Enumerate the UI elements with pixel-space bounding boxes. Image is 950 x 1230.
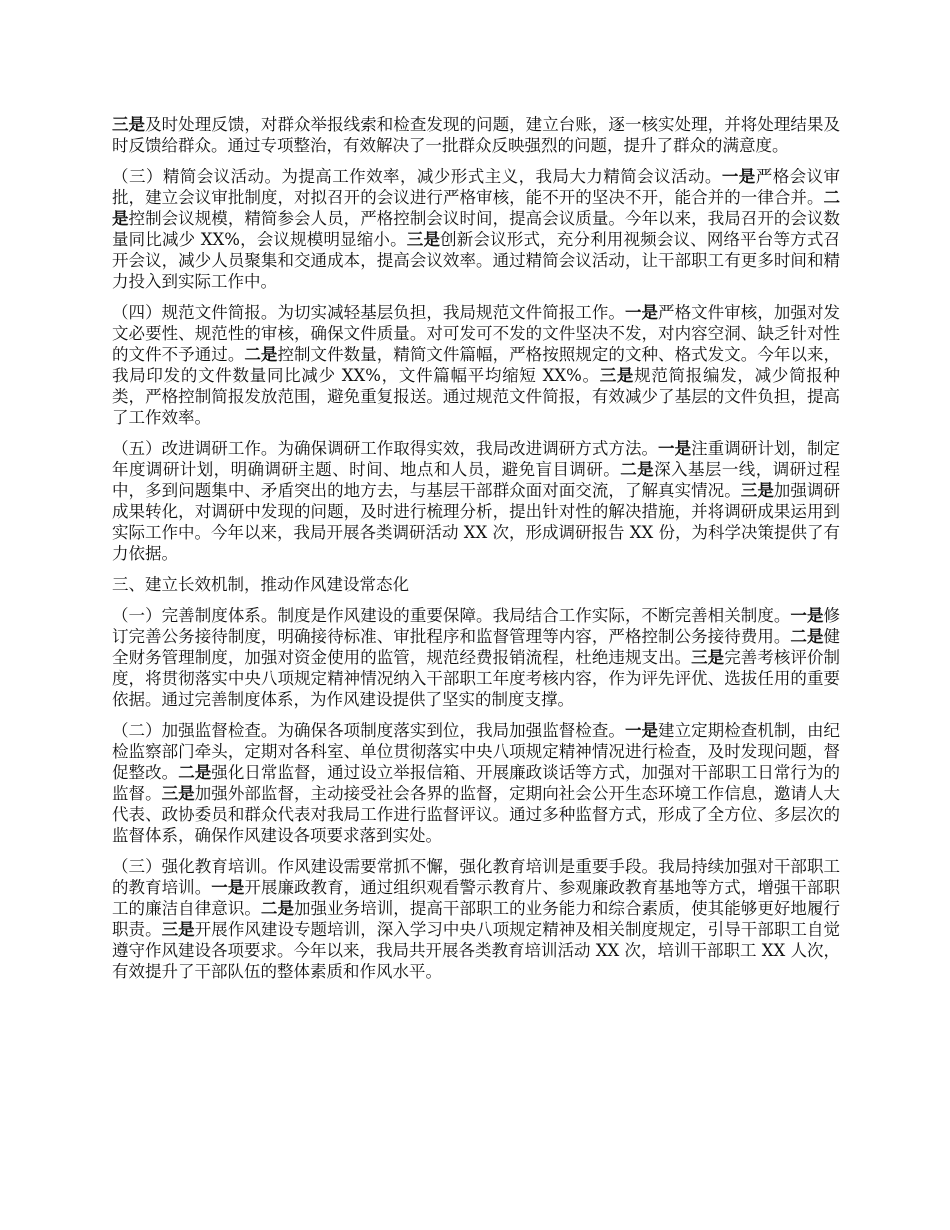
paragraph-text: 控制文件数量，精简文件篇幅，严格按照规定的文种、格式发文。今年以来，我局印发的文件数量同比减少 XX%，文件篇幅平均缩短 XX%。 — [112, 345, 841, 385]
bold-lead-phrase: 三是 — [112, 115, 146, 134]
body-paragraph — [112, 166, 840, 292]
body-paragraph — [112, 114, 840, 156]
bold-lead-phrase: 二是 — [244, 345, 278, 364]
bold-lead-phrase: 一是 — [624, 721, 659, 740]
bold-lead-phrase: 二是 — [790, 627, 824, 646]
paragraph-text: 完善考核评价制度，将贯彻落实中央八项规定精神情况纳入干部职工年度考核内容，作为评先评优、选拔任用的重要依据。通过完善制度体系，为作风建设提供了坚实的制度支撑。 — [112, 648, 841, 709]
body-paragraph — [112, 605, 840, 710]
bold-lead-phrase: 一是 — [658, 439, 692, 458]
paragraph-text: 注重调研计划，制定年度调研计划，明确调研主题、时间、地点和人员，避免盲目调研。 — [112, 439, 841, 479]
paragraph-text: 强化日常监督，通过设立举报信箱、开展廉政谈话等方式，加强对干部职工日常行为的监督。 — [112, 763, 841, 803]
paragraph-text: （五）改进调研工作。为确保调研工作取得实效，我局改进调研方式方法。 — [112, 439, 659, 458]
paragraph-text: （一）完善制度体系。制度是作风建设的重要保障。我局结合工作实际，不断完善相关制度。 — [112, 606, 791, 625]
paragraph-text: 深入基层一线，调研过程中，多到问题集中、矛盾突出的地方去，与基层干部群众面对面交流，了解真实情况。 — [112, 460, 841, 500]
body-paragraph — [112, 302, 840, 428]
paragraph-text: 三、建立长效机制，推动作风建设常态化 — [112, 575, 409, 594]
bold-lead-phrase: 三是 — [740, 481, 774, 500]
paragraph-text: 建立定期检查机制，由纪检监察部门牵头，定期对各科室、单位贯彻落实中央八项规定精神情况进行检查，及时发现问题，督促整改。 — [112, 721, 841, 782]
bold-lead-phrase: 三是 — [599, 366, 635, 385]
document-page — [112, 114, 840, 992]
bold-lead-phrase: 一是 — [624, 303, 659, 322]
paragraph-text: （二）加强监督检查。为确保各项制度落实到位，我局加强监督检查。 — [112, 721, 625, 740]
bold-lead-phrase: 二是 — [178, 763, 212, 782]
section-heading — [112, 574, 840, 595]
paragraph-text: （四）规范文件简报。为切实减轻基层负担，我局规范文件简报工作。 — [112, 303, 625, 322]
bold-lead-phrase: 三是 — [406, 230, 441, 249]
paragraph-text: 健全财务管理制度，加强对资金使用的监管，规范经费报销流程，杜绝违规支出。 — [112, 627, 841, 667]
paragraph-text: （三）强化教育培训。作风建设需要常抓不懈，强化教育培训是重要手段。我局持续加强对干部职工的教育培训。 — [112, 857, 840, 897]
paragraph-text: 加强业务培训，提高干部职工的业务能力和综合素质，使其能够更好地履行职责。 — [112, 899, 841, 939]
paragraph-text: 控制会议规模，精简参会人员，严格控制会议时间，提高会议质量。今年以来，我局召开的会议数量同比减少 XX%，会议规模明显缩小。 — [112, 209, 841, 249]
paragraph-text: 加强外部监督，主动接受社会各界的监督，定期向社会公开生态环境工作信息，邀请人大代表、政协委员和群众代表对我局工作进行监督评议。通过多种监督方式，形成了全方位、多层次的监督体系，确保作风建设各项要求落到实处。 — [112, 784, 841, 845]
bold-lead-phrase: 一是 — [790, 606, 824, 625]
paragraph-text: （三）精简会议活动。为提高工作效率，减少形式主义，我局大力精简会议活动。 — [112, 167, 722, 186]
body-paragraph — [112, 720, 840, 846]
bold-lead-phrase: 二是 — [112, 188, 840, 228]
bold-lead-phrase: 三是 — [161, 784, 195, 803]
bold-lead-phrase: 一是 — [721, 167, 756, 186]
body-paragraph — [112, 856, 840, 982]
bold-lead-phrase: 一是 — [211, 878, 245, 897]
paragraph-text: 严格文件审核，加强对发文必要性、规范性的审核，确保文件质量。对可发可不发的文件坚决不发，对内容空洞、缺乏针对性的文件不予通过。 — [112, 303, 841, 364]
paragraph-text: 开展作风建设专题培训，深入学习中央八项规定精神及相关制度规定，引导干部职工自觉遵守作风建设各项要求。今年以来，我局共开展各类教育培训活动 XX 次，培训干部职工 XX 人次，有效提升了干部队伍的整体素质和作风水平。 — [112, 920, 841, 981]
paragraph-text: 严格会议审批，建立会议审批制度，对拟召开的会议进行严格审核，能不开的坚决不开，能合并的一律合并。 — [112, 167, 841, 207]
bold-lead-phrase: 二是 — [260, 899, 295, 918]
paragraph-text: 及时处理反馈，对群众举报线索和检查发现的问题，建立台账，逐一核实处理，并将处理结果及时反馈给群众。通过专项整治，有效解决了一批群众反映强烈的问题，提升了群众的满意度。 — [112, 115, 841, 155]
bold-lead-phrase: 三是 — [691, 648, 725, 667]
paragraph-text: 开展廉政教育，通过组织观看警示教育片、参观廉政教育基地等方式，增强干部职工的廉洁自律意识。 — [112, 878, 841, 918]
paragraph-text: 加强调研成果转化，对调研中发现的问题，及时进行梳理分析，提出针对性的解决措施，并将调研成果运用到实际工作中。今年以来，我局开展各类调研活动 XX 次，形成调研报告 XX 份，为科学决策提供了有力依据。 — [112, 481, 841, 563]
paragraph-text: 规范简报编发，减少简报种类，严格控制简报发放范围，避免重复报送。通过规范文件简报，有效减少了基层的文件负担，提高了工作效率。 — [112, 366, 841, 427]
paragraph-text: 修订完善公务接待制度，明确接待标准、审批程序和监督管理等内容，严格控制公务接待费用。 — [112, 606, 841, 646]
bold-lead-phrase: 二是 — [620, 460, 655, 479]
bold-lead-phrase: 三是 — [161, 920, 195, 939]
paragraph-text: 创新会议形式，充分利用视频会议、网络平台等方式召开会议，减少人员聚集和交通成本，提高会议效率。通过精简会议活动，让干部职工有更多时间和精力投入到实际工作中。 — [112, 230, 841, 291]
body-paragraph — [112, 438, 840, 564]
